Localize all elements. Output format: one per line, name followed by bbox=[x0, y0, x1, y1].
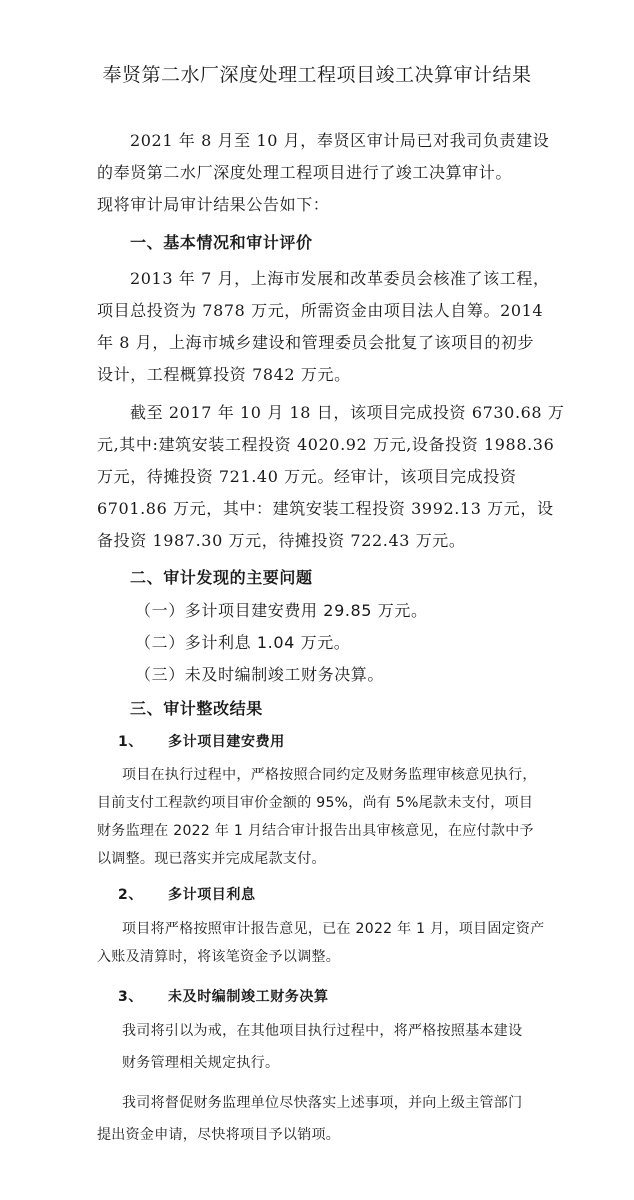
section1-para1-line-4: 设计，工程概算投资 7842 万元。 bbox=[97, 365, 351, 384]
section2-heading: 二、审计发现的主要问题 bbox=[130, 568, 313, 587]
section1-para1-line-1: 2013 年 7 月，上海市发展和改革委员会核准了该工程， bbox=[130, 269, 550, 288]
section2-item-2: （二）多计利息 1.04 万元。 bbox=[135, 633, 351, 652]
section3-sub1-line-2: 目前支付工程款约项目审价金额的 95%，尚有 5%尾款未支付，项目 bbox=[97, 795, 534, 811]
closing-line-2: 提出资金申请，尽快将项目予以销项。 bbox=[97, 1127, 341, 1143]
section3-sub3-line-1: 我司将引以为戒，在其他项目执行过程中，将严格按照基本建设 bbox=[122, 1023, 523, 1039]
section1-para2-line-3: 万元，待摊投资 721.40 万元。经审计，该项目完成投资 bbox=[97, 467, 517, 486]
section3-heading: 三、审计整改结果 bbox=[130, 699, 263, 718]
section3-sub3-heading bbox=[118, 986, 329, 1006]
section1-para2-line-2: 元,其中:建筑安装工程投资 4020.92 万元,设备投资 1988.36 bbox=[97, 435, 555, 454]
closing-line-1: 我司将督促财务监理单位尽快落实上述事项，并向上级主管部门 bbox=[122, 1095, 523, 1111]
section3-sub3-number: 3、 bbox=[118, 989, 143, 1005]
section3-sub1-line-1: 项目在执行过程中，严格按照合同约定及财务监理审核意见执行， bbox=[122, 767, 537, 783]
section3-sub2-number: 2、 bbox=[118, 887, 143, 903]
section1-heading: 一、基本情况和审计评价 bbox=[130, 233, 313, 252]
section3-sub1-line-3: 财务监理在 2022 年 1 月结合审计报告出具审核意见，在应付款中予 bbox=[97, 823, 534, 839]
intro-line-3: 现将审计局审计结果公告如下： bbox=[97, 195, 330, 214]
section1-para1-line-3: 年 8 月，上海市城乡建设和管理委员会批复了该项目的初步 bbox=[97, 333, 535, 352]
section3-sub3-label: 未及时编制竣工财务决算 bbox=[168, 989, 329, 1005]
section3-sub2-line-2: 入账及清算时，将该笔资金予以调整。 bbox=[97, 949, 341, 965]
section2-item-1: （一）多计项目建安费用 29.85 万元。 bbox=[135, 601, 428, 620]
section1-para2-line-5: 备投资 1987.30 万元，待摊投资 722.43 万元。 bbox=[97, 531, 466, 550]
document-title: 奉贤第二水厂深度处理工程项目竣工决算审计结果 bbox=[102, 64, 532, 86]
section1-para2-line-1: 截至 2017 年 10 月 18 日，该项目完成投资 6730.68 万 bbox=[130, 403, 565, 422]
section3-sub2-line-1: 项目将严格按照审计报告意见，已在 2022 年 1 月，项目固定资产 bbox=[122, 921, 545, 937]
intro-line-2: 的奉贤第二水厂深度处理工程项目进行了竣工决算审计。 bbox=[97, 163, 513, 182]
section3-sub2-label: 多计项目利息 bbox=[168, 887, 256, 903]
section3-sub1-label: 多计项目建安费用 bbox=[168, 734, 285, 750]
section2-item-3: （三）未及时编制竣工财务决算。 bbox=[135, 665, 385, 684]
section3-sub1-number: 1、 bbox=[118, 734, 143, 750]
section1-para1-line-2: 项目总投资为 7878 万元，所需资金由项目法人自筹。2014 bbox=[97, 301, 544, 320]
intro-line-1: 2021 年 8 月至 10 月，奉贤区审计局已对我司负责建设 bbox=[130, 131, 550, 150]
section3-sub2-heading bbox=[118, 884, 256, 904]
section3-sub3-line-2: 财务管理相关规定执行。 bbox=[122, 1055, 280, 1071]
section1-para2-line-4: 6701.86 万元，其中：建筑安装工程投资 3992.13 万元，设 bbox=[97, 499, 554, 518]
section3-sub1-heading bbox=[118, 731, 285, 751]
section3-sub1-line-4: 以调整。现已落实并完成尾款支付。 bbox=[97, 851, 326, 867]
